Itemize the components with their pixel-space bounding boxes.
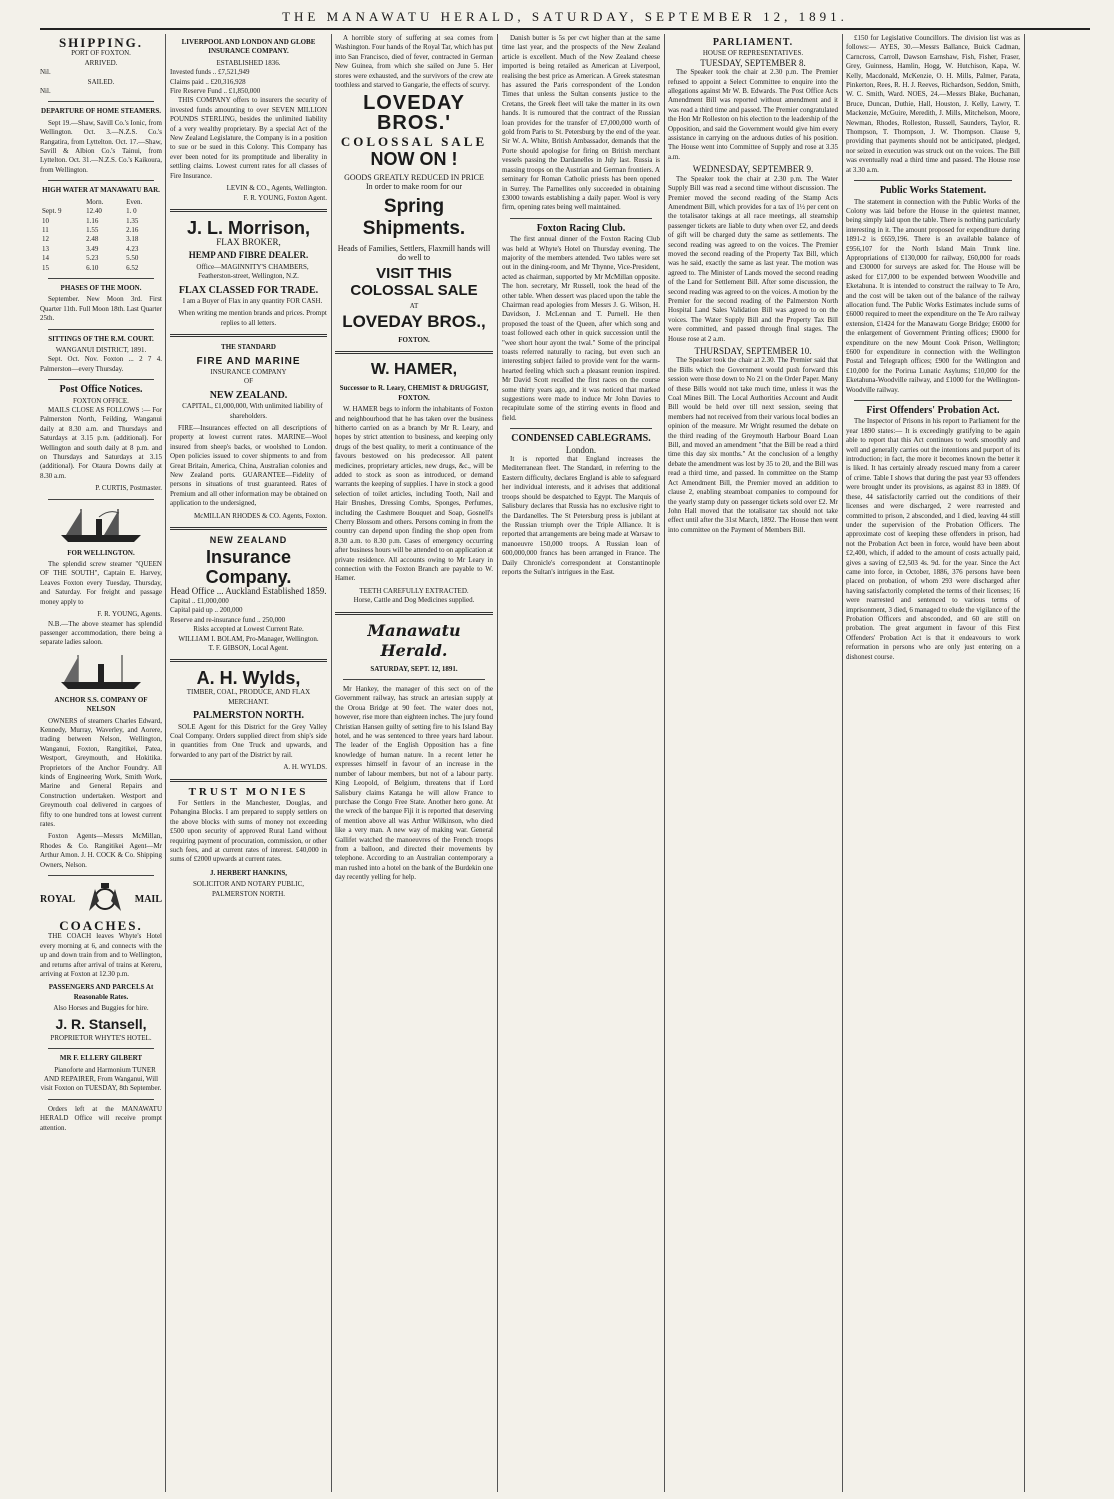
flax-buyer: I am a Buyer of Flax in any quantity FOR CASH. [182,296,323,305]
mcmillan-agents: McMILLAN RHODES & CO. Agents, Foxton. [193,511,327,520]
hemp-dealer: HEMP AND FIBRE DEALER. [188,250,309,261]
herald-date: SATURDAY, SEPT. 12, 1891. [370,664,458,673]
visit-sale: VISIT THIS COLOSSAL SALE [350,265,478,300]
probation-heading: First Offenders' Probation Act. [866,405,1000,417]
hamer-sub: Successor to R. Leary, CHEMIST & DRUGGIST, FOXTON. [339,384,489,402]
stansell-sub: PROPRIETOR WHYTE'S HOTEL. [50,1033,152,1042]
nz-capital: Capital .. £1,000,000 [170,596,229,605]
flax-writing: When writing me mention brands and prices. Prompt replies to all letters. [178,309,327,327]
loveday-bros-2: LOVEDAY BROS., [342,311,486,331]
departures-text: Sept 19.—Shaw, Savill Co.'s Ionic, from Wellington. Oct. 3.—N.Z.S. Co.'s Rangatira, from Lyttelton. Oct. 17.—Shaw, Savill & Albion Co.'s Tainui, from Lyttelton. Oct. 31.—N.Z.S. Co.'s Kaikoura, from Wellington. [40,118,162,174]
parliament-wednesday: The Speaker took the chair at 2.30 p.m. The Water Supply Bill was read a second time without discussion. The Premier moved the second reading of the Stamp Acts Amendment Bill, which provides for a tax of 1½ per cent on the totalisator takings at all race meetings, all steamship passenger tickets are liable to duty when over £2, and deeds of gift will be charged duty the same as settlements. The second reading was agreed to on the voices. The Premier moved the second reading of the Property Tax Bill, which was he said, exactly the same as last year. The motion was agreed to. The Minister of Lands moved the second reading of the Land for Settlement Bill. After some discussion, the second reading was agreed to on the voices. A motion by the Premier for the second reading of the Palmerston North Hospital Land Sales Validation Bill was agreed to on the voices. The Water Supply Bill and the Property Tax Bill were committed, and passed through final stages. The House rose at 2 a.m. [668,174,838,343]
foxton-agent: F. R. YOUNG, Foxton Agent. [243,193,327,202]
post-office-text: MAILS CLOSE AS FOLLOWS :— For Palmerston North, Feilding, Wanganui daily at 8.30 a.m. and Thursdays and Saturdays at 3.15 p.m. (additional). For Wellington and south daily at 8 p.m. and on Thursdays and Saturdays at 3.15 (additional). For Otaura Downs daily at 8.30 a.m. [40,406,162,480]
of-label: OF [244,377,253,386]
morrison-name: J. L. Morrison, [186,217,310,238]
standard-text: FIRE—Insurances effected on all descriptions of property at lowest current rates. MARINE—Wool insured from sheep's backs, or woolshed to London. Open policies issued to cover shipments to and from Great Britain, America, China, Australian colonies and New Zealand ports. GUARANTEE—Fidelity of persons in situations of trust guaranteed. Rates of Premium and all other information may be obtained on application to the undersigned, [170,424,327,508]
hamer-name: W. HAMER, [370,361,458,379]
columns [40,34,1090,1492]
post-office-sub: FOXTON OFFICE. [73,396,129,405]
mail-label: MAIL [134,894,162,906]
teeth-extracted: TEETH CAREFULLY EXTRACTED. [359,586,469,595]
ellery-heading: MR F. ELLERY GILBERT [59,1054,143,1063]
court-sub: WANGANUI DISTRICT, 1891. [55,345,147,354]
invested-funds: Invested funds .. £7,521,949 [170,68,250,77]
departures-heading: DEPARTURE OF HOME STEAMERS. [41,107,161,116]
morrison-office: Office—MAGINNITY'S CHAMBERS, Featherston-street, Wellington, N.Z. [196,262,309,281]
liverpool-text: THIS COMPANY offers to insurers the security of invested funds amounting to over SEVEN MILLION POUNDS STERLING, besides the unlimited liability of a very wealthy proprietary. By a special Act of the New Zealand Legislature, the Company is in a position to sue or be sued in this Colony. This Company has ever been noted for its promptitude and liberality in settling claims. Lowest current rates for all classes of Fire Insurance. [170,96,327,180]
levin-agents: LEVIN & CO., Agents, Wellington. [226,184,327,193]
liverpool-heading: LIVERPOOL AND LONDON AND GLOBE INSURANCE COMPANY. [181,38,316,56]
postmaster-sign: P. CURTIS, Postmaster. [95,484,162,493]
story-top: A horrible story of suffering at sea comes from Washington. Four hands of the Royal Tar, which has put into San Francisco, died of fever, contracted in German New Guinea, from which she sailed on June 5. Her stores were exhausted, and the survivors of the crew ate toothless and starved to Gangarie, the effects of scurvy. [335,34,493,90]
tuesday-heading: TUESDAY, SEPTEMBER 8. [700,57,806,68]
hankins-sub: SOLICITOR AND NOTARY PUBLIC, PALMERSTON NORTH. [192,880,305,898]
news-column-4: Danish butter is 5s per cwt higher than at the same time last year, and the prospects of the New Zealand article is excellent. Much of the New Zealand cheese imported is being retailed as American at Liverpool, realising the best price as American. A Greek statesman has assured the Paris correspondent of the London Times that unless the Sultan consents justice to the Cretans, the Greek fleet will take the matter in its own hands. It is rumoured that the contract of the Russian loan provides for the transfer of £7,000,000 worth of gold from Paris to St. Petersburg by the end of the year. Sir W. A. White, British Ambassador, demands that the Porte should apologise for firing on British merchant vessels passing the Dardanelles in July last. Russia is massing troops on the Austrian and German frontiers. A seminary for Roman Catholic priests has been opened in Surrey. The Parnellites only succeeded in obtaining £3000 towards establishing a daily paper. Wool is very firm, opening rates being well maintained. [502,34,660,212]
claims-paid: Claims paid .. £20,316,928 [170,77,246,86]
parliament-tuesday: The Speaker took the chair at 2.30 p.m. The Premier refused to appoint a Select Committee to enquire into the allegations against Mr W. B. Edwards. The Post Office Acts Amendment Bill was reported without amendment and it was read a third time and passed. The Premier congratulated the Hon Mr Rolleston on his election to the leadership of the Opposition, and said the Government would give him every assistance in carrying on the arduous duties of his position. The House went into Committee of Supply and rose at 3.35 a.m. [668,68,838,161]
stansell-name: J. R. Stansell, [55,1015,147,1032]
cablegrams-text: It is reported that England increases the Mediterranean fleet. The Standard, in referring to the Eastern difficulty, declares England is able to safeguard her individual interests, and it advises that additional troops should be despatched to Egypt. The Marquis of Salisbury declares that Russia has no exclusive right to the Dardanelles. The St Petersburg press is jubilant at the Russian triumph over the Triple Alliance. It is reported that arrangements are being made at Warsaw to manoeuvre 150,000 troops. A Russian loan of 600,000,000 francs has been arranged in France. The Daily Chronicle's correspondent at Constantinople reports the Sultan's intrigues in the East. [502,455,660,576]
wellington-heading: FOR WELLINGTON. [67,548,135,557]
loveday-title: LOVEDAY BROS.' [363,92,465,135]
liverpool-established: ESTABLISHED 1836. [216,58,281,67]
port-label: PORT OF FOXTON. [71,49,131,58]
head-office: Head Office ... Auckland Established 1859. [170,586,327,597]
fire-reserve: Fire Reserve Fund .. £1,850,000 [170,87,261,96]
tide-row: 12 2.48 3.18 [42,235,139,244]
parliament-thursday: The Speaker took the chair at 2.30. The Premier said that the Bills which the Government would push forward this session were those down to No 21 on the Order Paper. Many of these Bills would not take much time, unless it was the Coal Mines Bill. The Local Authorities Account and Audit Bill would be held over till next session, seeing that members had not received from their various local bodies an opinion of the measure. Mr Wright resumed the debate on the third reading of the Greymouth Harbour Board Loan Bill, and moved an amendment "that the Bill be read a third time this day six months." At the conclusion of a lengthy debate the amendment was lost by 35 to 20, and the Bill was read a third time, and passed. In committee on the Stamp Act Amendment Bill, the Premier moved an addition to clause 2, enabling steamboat companies to compound for the yearly stamp duty on passenger tickets sold over £2. Mr John Hall moved that the totalisator tax should not take effect until after the 31st March, 1892. The House then went into committee on the Payment of Members Bill. [668,356,838,534]
trust-monies-heading: TRUST MONIES [188,785,309,798]
nz-insurance-title: Insurance Company. [205,547,292,588]
hankins-name: J. HERBERT HANKINS, [209,868,288,877]
tide-row: Sept. 9 12.40 1. 0 [42,207,137,216]
heads-families: Heads of Families, Settlers, Flaxmill hands will do well to [337,243,491,263]
tide-heading: HIGH WATER AT MANAWATU BAR. [42,186,160,195]
masthead [40,6,1090,30]
column-2 [170,34,327,1492]
foxton-label: FOXTON. [398,335,430,344]
wylds-sign: A. H. WYLDS. [283,763,327,772]
racing-text: The first annual dinner of the Foxton Racing Club was held at Whyte's Hotel on Thursday evening. The majority of the members attended. Two tables were set out in the dining-room, and Mr Thynne, Vice-President, acted as chairman, supported by Mr McMillan opposite. The hon. secretary, Mr Russell, took the head of the other table. When dessert was placed upon the table the Chairman read apologies from Messrs J. G. Wilson, H. Davidson, J. McLennan and T. Purnell. He then proposed the toast of the Queen, after which song and toast followed each other in quick succession until the "wee short hour ayont the twal." Some of the principal toasts referred naturally to racing, but even such an interesting subject failed to provide vent for the warm-hearted feeling which such a pleasant reunion inspired. Mr David Scott recalled the first races on the course some thirty years ago, and it was noticed that marked suggestions were made to induce Mr John Davies to recapitulate some of the stirring events in flood and field. [502,235,660,422]
flax-classed: FLAX CLASSED FOR TRADE. [178,284,319,296]
sailed-label: SAILED. [87,77,115,86]
wylds-name: A. H. Wylds, [196,668,301,689]
tide-row: 10 1.16 1.35 [42,216,139,225]
colossal-sale: COLOSSAL SALE [340,134,488,150]
wylds-text: SOLE Agent for this District for the Grey Valley Coal Company. Orders supplied direct from ship's side in quantities from One Truck and upwards, and forwarded to any part of the District by rail. [170,722,327,759]
wellington-nb: N.B.—The above steamer has splendid passenger accommodation, there being a separate ladies saloon. [40,619,162,647]
division-list: £150 for Legislative Councillors. The division list was as follows:— AYES, 30.—Messrs Ballance, Buick Cadman, Carncross, Carroll, Dawson Earnshaw, Fish, Fisher, Fraser, Grey, Guinness, Hamlin, Hogg, W. Hutchison, Kapa, W. Kelly, Macdonald, McKenzie, O. H. Mills, Palmer, Parata, Pinkerton, Rees, R. H. J. Reeves, Richardson, Seddon, Smith, W. C. Smith, Ward. NOES, 24.—Messrs Blake, Buchanan, Bruce, Duncan, Duthie, Hall, Houston, J. Kelly, Lawry, T. Mackenzie, McGuire, Meredith, J. Mills, Mitchelson, Moore, Newman, Rhodes, Rolleston, Russell, Saunders, Taylor, R. Thompson, T. Thompson, J. W. Thompson. Clause 9, providing that payments should not be anticipated, pledged, nor seized in execution was struck out on the voices. The Bill was eventually read a third time and passed. The House rose at 3.30 a.m. [846,34,1020,174]
fire-marine: FIRE AND MARINE [196,355,301,367]
masthead-title: THE MANAWATU HERALD, SATURDAY, SEPTEMBER 12, 1891. [282,9,848,24]
ellery-text: Pianoforte and Harmonium TUNER AND REPAIRER, From Wanganui, Will visit Foxton on TUESDAY, 8th September. [40,1065,162,1093]
tide-row: 15 6.10 6.52 [42,263,139,272]
arrived-label: ARRIVED. [84,58,118,67]
column-6 [846,34,1020,1492]
crest-icon [85,881,125,917]
royal-label: ROYAL [40,894,76,906]
tide-row: 13 3.49 4.23 [42,244,139,253]
racing-heading: Foxton Racing Club. [536,222,626,234]
goods-reduced: GOODS GREATLY REDUCED IN PRICE [344,172,484,182]
wednesday-heading: WEDNESDAY, SEPTEMBER 9. [692,164,814,175]
court-text: Sept. Oct. Nov. Foxton ... 2 7 4. Palmerston—every Thursday. [40,355,162,373]
herald-title: Manawatu Herald. [367,620,461,660]
now-on: NOW ON ! [370,148,458,169]
column-4 [502,34,660,1492]
tide-row: 11 1.55 2.16 [42,225,139,234]
insurance-company: INSURANCE COMPANY [210,367,287,376]
anchor-heading: ANCHOR S.S. COMPANY OF NELSON [54,695,148,714]
horse-medicines: Horse, Cattle and Dog Medicines supplied. [353,596,475,605]
coaches-heading: COACHES. [59,918,143,934]
nz-reserve: Reserve and re-insurance fund .. 250,000 [170,615,286,624]
probation-text: The Inspector of Prisons in his report to Parliament for the year 1890 states:— It is exceedingly gratifying to be again able to report that this Act continues to work smoothly and well and generally carries out the intentions and purport of its introduction; in fact, the more it becomes known the better it is liked. It has certainly already rescued many from a career of crime. Table I shows that during the past year 93 offenders were brought under its provisions, as against 83 in 1889. Of these, 44 satisfactorily carried out the conditions of their licenses and were discharged, 2 were rearrested and committed to prison, 2 absconded, and 1 died, leaving 44 still under the supervision of the Probation Officers. The approximate cost of keeping these offenders in prison, had not the Probation Act been in force, would have been about £2,400, which, if added to the amount of costs actually paid, gives a saving of £2,503 4s. 9d. for the year. Since the Act came into force, in October, 1886, 376 persons have been placed on probation, of whom 293 were discharged after having satisfactorily completed the terms of their licenses; 16 were rearrested and sentenced to various terms of imprisonment, 3 died, 6 managed to elude the vigilance of the Probation Officers and absconded, and 60 are still on probation. The great argument in favour of this First Offenders' Probation Act is that it endeavours to work reformation in persons who are only just entering on a dishonest course. [846,417,1020,661]
news-column-3: Mr Hankey, the manager of this sect on of the Government railway, has struck an artesian supply at the Oroua Bridge at 90 feet. The water does not, however, rise more than eighteen inches. The jury found Christian Hansen guilty of setting fire to his Island Bay hotel, and he was sentenced to three years hard labour. The leader of the English Opposition has a fine knowledge of human nature. In a recent letter he expresses himself in favour of an increase in the number of labour members, but not of a labour party. King Leopold, of Belgium, threatens that if Lord Salisbury claims Katanga he will allow France to purchase the Congo Free State. Another hero gone. At the wreck of the barque Fiji it is reported that deserving of mention above all was Arthur Wilkinson, who died like a very man. A new way of making war. General Gallifet watched the manoeuvres of the French troops from a balloon, and directed their movements by telephone. According to an Australian contemporary a man rushed into a hotel on the bank of the Burdekin one day recently yelling for help. [335,685,493,882]
public-works-heading: Public Works Statement. [879,185,987,197]
risks-accepted: Risks accepted at Lowest Current Rate. [193,625,304,634]
anchor-text: OWNERS of steamers Charles Edward, Kennedy, Murray, Waverley, and Aorere, trading between Nelson, Wellington, Wanganui, Foxton, Rangitikei, Patea, Westport, Greymouth, and Hokitika. Proprietors of the Anchor Foundry. All kinds of Engineering Work, Smith Work, Marine and General Repairs and Construction undertaken. Westport and Greymouth coal delivered in cargoes of fifty to one hundred tons at lowest current rates. [40,716,162,828]
at-label: AT [409,302,419,311]
royal-mail-banner [40,881,162,917]
cablegrams-heading: CONDENSED CABLEGRAMS. [511,433,651,445]
bolam-manager: WILLIAM I. BOLAM, Pro-Manager, Wellington. [178,634,319,643]
column-5 [668,34,838,1492]
coach-text: THE COACH leaves Whyte's Hotel every morning at 6, and connects with the up and down train from and to Wellington, and returns after arrival of trains at Kereru, arriving at Foxton at 12.30 p.m. [40,932,162,979]
anchor-agents: Foxton Agents—Messrs McMillan, Rhodes & Co. Rangitikei Agent—Mr Arthur Amon. J. H. COCK & Co. Shipping Owners, Nelson. [40,832,162,869]
parliament-heading: PARLIAMENT. [712,37,794,48]
wellington-text: The splendid screw steamer "QUEEN OF THE SOUTH", Captain E. Harvey, Leaves Foxton every Tuesday, Thursday, and Saturday. For freight and passage money apply to [40,560,162,606]
nz-insurance-heading: NEW ZEALAND [209,535,288,546]
parcels-text: PASSENGERS AND PARCELS At Reasonable Rates. [48,983,154,1001]
nil-sailed: Nil. [40,87,51,96]
palmerston-north: PALMERSTON NORTH. [193,710,304,722]
wylds-trade: TIMBER, COAL, PRODUCE, AND FLAX MERCHANT. [186,688,311,706]
tide-table: Morn. Even. Sept. 9 12.40 1. 0 10 1.16 1.35 11 1.55 2.16 12 2.48 3.18 13 3.49 4.23 14 5.23 5.50 15 6.10 6.52 [40,198,162,273]
moon-heading: PHASES OF THE MOON. [60,283,142,292]
anchor-ship-icon [56,652,146,692]
make-room: In order to make room for our [366,182,462,192]
moon-text: September. New Moon 3rd. First Quarter 11th. Full Moon 18th. Last Quarter 25th. [40,295,162,323]
thursday-heading: THURSDAY, SEPTEMBER 10. [694,346,812,356]
horses-text: Also Horses and Buggies for hire. [53,1004,149,1013]
hamer-text: W. HAMER begs to inform the inhabitants of Foxton and neighbourhood that he has taken over the business hitherto carried on as a branch by Mr R. Leary, and hopes by strict attention to business, and keeping only drugs of the best quality, to merit a continuance of the favours bestowed on his predecessor. All patent medicines, proprietary articles, new drugs, &c., will be added to stock as soon as introduced, or demand warrants the keeping of supplies. I have in stock a good selection of toilet articles, including Tooth, Nail and Hair Brushes, Dressing Combs, Sponges, Perfumes, including the Cashmere Bouquet and Soap, Gosnell's Cherry Blossom and others. Persons coming in from the country can depend upon finding the shop open from 8.30 a.m. to 8.30 p.m. Cases of emergency occurring after business hours will be attended to on application at private residence. All accounts owing to Mr Leary in connection with the Foxton Branch are payable to W. Hamer. [335,405,493,583]
trust-text: For Settlers in the Manchester, Douglas, and Pohangina Blocks. I am prepared to supply settlers on the above blocks with sums of money not exceeding £500 upon security of approved Rural Land without requiring payment of procuration, commission, or other such fees, and at current rates of interest. £40,000 in sums of £2000 upwards at current rates. [170,798,327,864]
public-works-text: The statement in connection with the Public Works of the Colony was laid before the House in the quietest manner, being simply laid upon the table. There is nothing particularly interesting in it. The amount proposed for expenditure during 1891-2 is £659,196. There is an available balance of £956,107 for the North Island Main Trunk line. Appropriations of £130,000 for railway, £60,000 for roads and £30000 for surveys are asked for. The House will be asked for £17,000 to be expended between Woodville and Eketahuna. It is intended to construct the railway to Te Aro, and the cost will be taken out of the balance of the railway allocation fund. The Public Works Estimates include sums of £6000 required to meet the expenditure on the Te Aro railway extension, £1424 for the Manawatu Gorge Bridge; £6000 for the enlargement of Government Printing offices; £9000 for expenditure on the new Mount Cook Prison, Wellington; £600 for expenditure in connection with the Wellington Postal and Telegraph offices; £900 for the Wellington and £10,000 for the Porirua Lunatic Asylums; £10,000 for the Eketahuna-Woodville railway, and £1000 for the Wellington-Woodville railway. [846,197,1020,394]
tide-row: 14 5.23 5.50 [42,254,139,263]
flax-broker: FLAX BROKER, [216,236,281,247]
steamer-ship-icon [56,505,146,545]
spring-shipments: Spring Shipments. [362,195,466,239]
shipping-heading: SHIPPING. [58,35,144,50]
london-sub: London. [565,444,597,455]
wellington-sign: F. R. YOUNG, Agents. [97,610,162,619]
standard-heading: THE STANDARD [221,343,276,352]
court-heading: SITTINGS OF THE R.M. COURT. [48,334,154,343]
post-office-heading: Post Office Notices. [59,384,143,396]
house-label: HOUSE OF REPRESENTATIVES. [702,49,804,58]
new-zealand: NEW ZEALAND. [209,389,288,401]
nil-arrived: Nil. [40,68,51,77]
nz-capital-paid: Capital paid up .. 200,000 [170,606,243,615]
gibson-agent: T. F. GIBSON, Local Agent. [208,643,289,652]
capital: CAPITAL, £1,000,000, With unlimited liability of shareholders. [182,402,323,420]
column-3 [335,34,493,1492]
orders-text: Orders left at the MANAWATU HERALD Office will receive prompt attention. [40,1104,162,1132]
column-1 [40,34,162,1492]
